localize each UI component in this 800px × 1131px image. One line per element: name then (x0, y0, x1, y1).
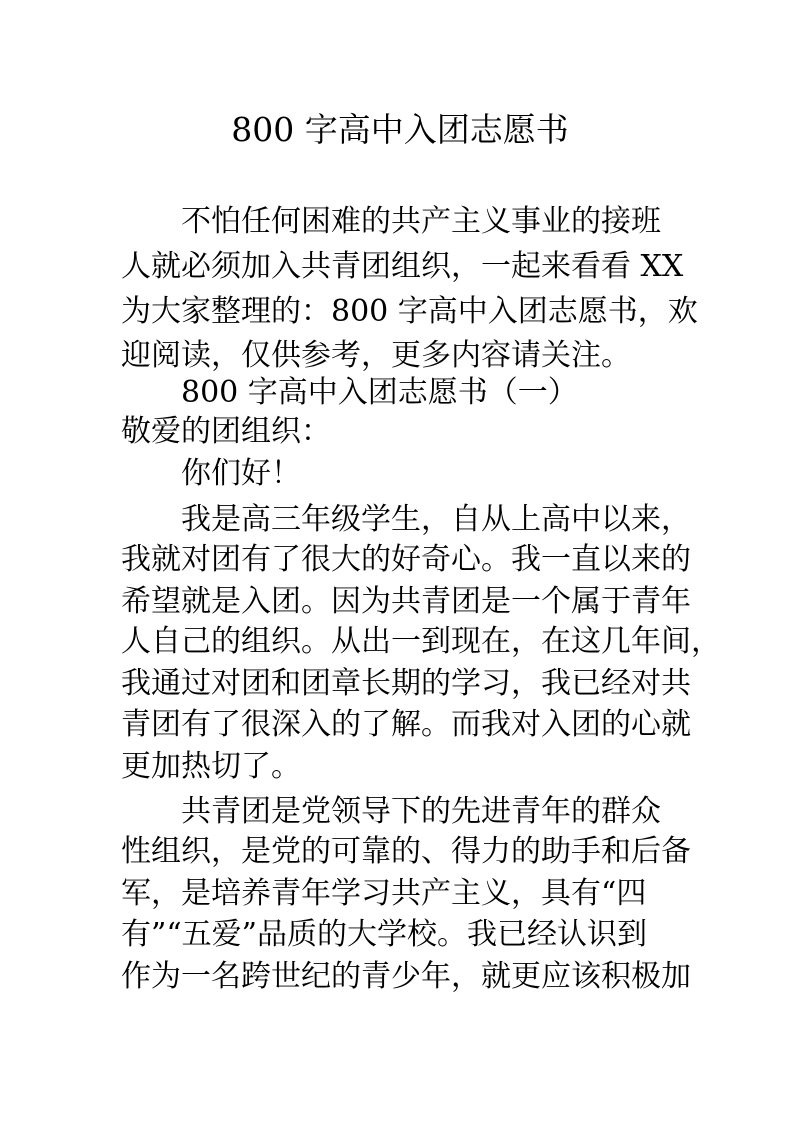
paragraph-line: 希望就是入团。因为共青团是一个属于青年 (121, 584, 691, 619)
paragraph-line: 有”“五爱”品质的大学校。我已经认识到 (121, 917, 648, 952)
greeting: 你们好！ (181, 456, 301, 491)
paragraph-line: 更加热切了。 (121, 749, 301, 784)
paragraph-line: 军，是培养青年学习共产主义，具有“四 (121, 876, 647, 911)
paragraph-line: 迎阅读，仅供参考，更多内容请关注。 (121, 338, 631, 373)
paragraph-line: 为大家整理的：800 字高中入团志愿书，欢 (121, 294, 698, 329)
paragraph-line: 不怕任何困难的共产主义事业的接班 (181, 204, 661, 239)
paragraph-line: 共青团是党领导下的先进青年的群众 (181, 794, 661, 829)
paragraph-line: 我就对团有了很大的好奇心。我一直以来的 (121, 542, 691, 577)
paragraph-line: 我通过对团和团章长期的学习，我已经对共 (121, 666, 691, 701)
paragraph-line: 人自己的组织。从出一到现在，在这几年间， (121, 624, 721, 659)
paragraph-line: 性组织，是党的可靠的、得力的助手和后备 (121, 834, 691, 869)
paragraph-line: 我是高三年级学生，自从上高中以来， (181, 502, 691, 537)
paragraph-line: 人就必须加入共青团组织，一起来看看 XX (121, 249, 684, 284)
paragraph-line: 作为一名跨世纪的青少年，就更应该积极加 (121, 959, 691, 994)
document-title: 800 字高中入团志愿书 (231, 110, 569, 149)
section-heading: 800 字高中入团志愿书（一） (181, 375, 578, 410)
paragraph-line: 青团有了很深入的了解。而我对入团的心就 (121, 707, 691, 742)
salutation: 敬爱的团组织： (121, 414, 331, 449)
